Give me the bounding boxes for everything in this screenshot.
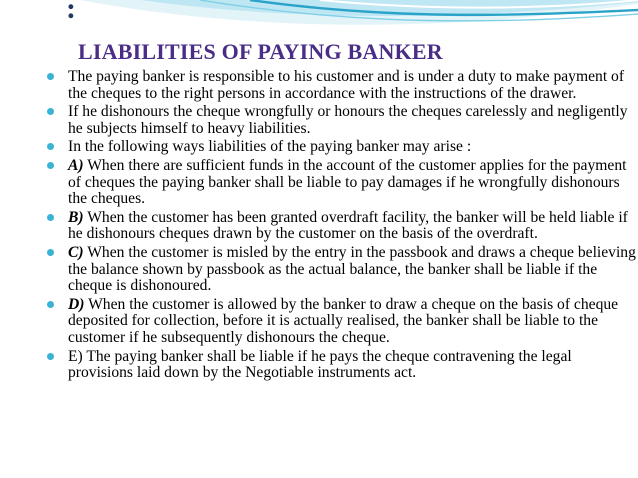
bullet-icon [47, 108, 54, 115]
bullet-item [46, 158, 636, 208]
title-mark: : [66, 0, 76, 25]
bullet-icon [47, 214, 54, 221]
bullet-list [46, 69, 636, 384]
bullet-text: In the following ways liabilities of the paying banker may arise : [68, 138, 472, 156]
bullet-icon [47, 73, 54, 80]
bullet-icon [47, 162, 54, 169]
bullet-item [46, 69, 636, 102]
bullet-icon [47, 353, 54, 360]
bullet-tag: C) [68, 243, 84, 261]
bullet-item [46, 297, 636, 347]
bullet-text: E) The paying banker shall be liable if he pays the cheque contravening the legal provisions laid down by the Negotiable instruments act. [68, 347, 572, 382]
slide-title: LIABILITIES OF PAYING BANKER [78, 39, 443, 64]
bullet-icon [47, 143, 54, 150]
bullet-text: When the customer is allowed by the banker to draw a cheque on the basis of cheque deposited for collection, before it is actually realised, the banker shall be liable to the customer if he subsequently dishonours the cheque. [68, 295, 619, 346]
bullet-tag: A) [68, 156, 84, 174]
bullet-text: When there are sufficient funds in the account of the customer applies for the payment of cheques the paying banker shall be liable to pay damages if he wrongfully dishonours the cheques. [68, 156, 627, 208]
bullet-text: When the customer is misled by the entry in the passbook and draws a cheque believing the balance shown by passbook as the actual balance, the banker shall be liable if the cheque is dishonoured. [68, 243, 636, 295]
bullet-icon [47, 301, 54, 308]
bullet-tag: B) [68, 208, 84, 226]
bullet-item [46, 349, 636, 382]
bullet-text: When the customer has been granted overdraft facility, the banker will be held liable if he dishonours cheques drawn by the customer on the basis of the overdraft. [68, 208, 628, 243]
bullet-item [46, 210, 636, 243]
bullet-item [46, 245, 636, 295]
bullet-text: If he dishonours the cheque wrongfully or honours the cheques carelessly and negligently he subjects himself to heavy liabilities. [68, 103, 628, 137]
bullet-item [46, 104, 636, 137]
bullet-tag: D) [68, 295, 85, 313]
bullet-text: The paying banker is responsible to his customer and is under a duty to make payment of the cheques to the right persons in accordance with the instructions of the drawer. [68, 68, 625, 102]
bullet-item [46, 139, 636, 156]
bullet-icon [47, 249, 54, 256]
